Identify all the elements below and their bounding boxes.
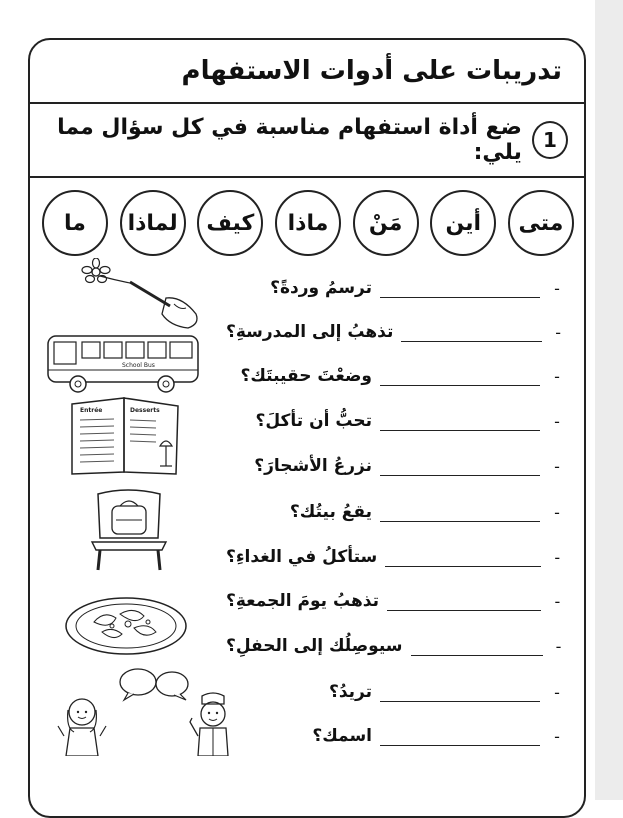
restaurant-menu-image <box>68 396 188 476</box>
question-text: تذهبُ يومَ الجمعةِ؟ <box>226 591 379 611</box>
question-dash: - <box>554 548 561 567</box>
question-dash: - <box>554 367 560 386</box>
question-dash: - <box>554 503 560 522</box>
rice-dish-image <box>64 596 188 656</box>
question-text: وضعْتَ حقيبتَك؟ <box>240 366 372 386</box>
answer-blank[interactable] <box>380 275 540 298</box>
question-dash: - <box>554 412 560 431</box>
school-chair-image <box>88 488 170 572</box>
school-bus-image <box>44 330 204 400</box>
menu-left-title: Entrée <box>80 407 103 414</box>
exercise-number: 1 <box>532 121 568 159</box>
question-text: ستأكلُ في الغداءِ؟ <box>226 547 378 567</box>
question-word-bank <box>42 190 574 256</box>
question-text: تحبُّ أن تأكلَ؟ <box>255 411 372 431</box>
word-circle: ما <box>42 190 108 256</box>
answer-blank[interactable] <box>380 723 540 746</box>
question-row <box>226 356 566 386</box>
question-row <box>226 401 566 431</box>
answer-blank[interactable] <box>401 319 542 342</box>
answer-blank[interactable] <box>380 679 540 702</box>
answer-blank[interactable] <box>380 363 540 386</box>
answer-blank[interactable] <box>385 544 540 567</box>
question-dash: - <box>555 323 561 342</box>
word-circle: مَنْ <box>353 190 419 256</box>
question-row <box>226 268 566 298</box>
word-circle: لماذا <box>120 190 186 256</box>
word-circle: متى <box>508 190 574 256</box>
word-circle: ماذا <box>275 190 341 256</box>
bus-label: School Bus <box>122 362 155 369</box>
answer-blank[interactable] <box>411 633 544 656</box>
question-row <box>226 672 566 702</box>
worksheet-title: تدريبات على أدوات الاستفهام <box>181 56 562 86</box>
question-text: اسمك؟ <box>312 726 372 746</box>
instruction-bar <box>30 104 584 178</box>
menu-right-title: Desserts <box>130 407 160 414</box>
question-text: ترسمُ وردةً؟ <box>270 278 372 298</box>
title-bar <box>30 40 584 104</box>
question-dash: - <box>554 683 560 702</box>
question-dash: - <box>554 727 560 746</box>
question-row <box>226 446 566 476</box>
children-talking-image <box>52 666 232 756</box>
question-row <box>226 537 566 567</box>
answer-blank[interactable] <box>387 588 541 611</box>
question-dash: - <box>554 592 561 611</box>
worksheet-frame <box>28 38 586 818</box>
question-row <box>226 492 566 522</box>
question-row <box>226 716 566 746</box>
question-text: تذهبُ إلى المدرسةِ؟ <box>226 322 394 342</box>
word-circle: أين <box>430 190 496 256</box>
question-row <box>226 626 566 656</box>
answer-blank[interactable] <box>380 453 540 476</box>
question-text: يقعُ بيتُك؟ <box>289 502 372 522</box>
instruction-text: ضع أداة استفهام مناسبة في كل سؤال مما يلي: <box>57 115 522 165</box>
question-dash: - <box>554 279 560 298</box>
question-text: نزرعُ الأشجارَ؟ <box>254 456 372 476</box>
question-text: سيوصِلُك إلى الحفلِ؟ <box>226 636 403 656</box>
question-text: تريدُ؟ <box>328 682 372 702</box>
word-circle: كيف <box>197 190 263 256</box>
question-dash: - <box>554 457 560 476</box>
flower-drawing-image <box>70 258 210 330</box>
answer-blank[interactable] <box>380 408 540 431</box>
page-side-strip <box>595 0 623 800</box>
question-dash: - <box>555 637 562 656</box>
question-row <box>226 581 566 611</box>
answer-blank[interactable] <box>380 499 540 522</box>
question-row <box>226 312 566 342</box>
